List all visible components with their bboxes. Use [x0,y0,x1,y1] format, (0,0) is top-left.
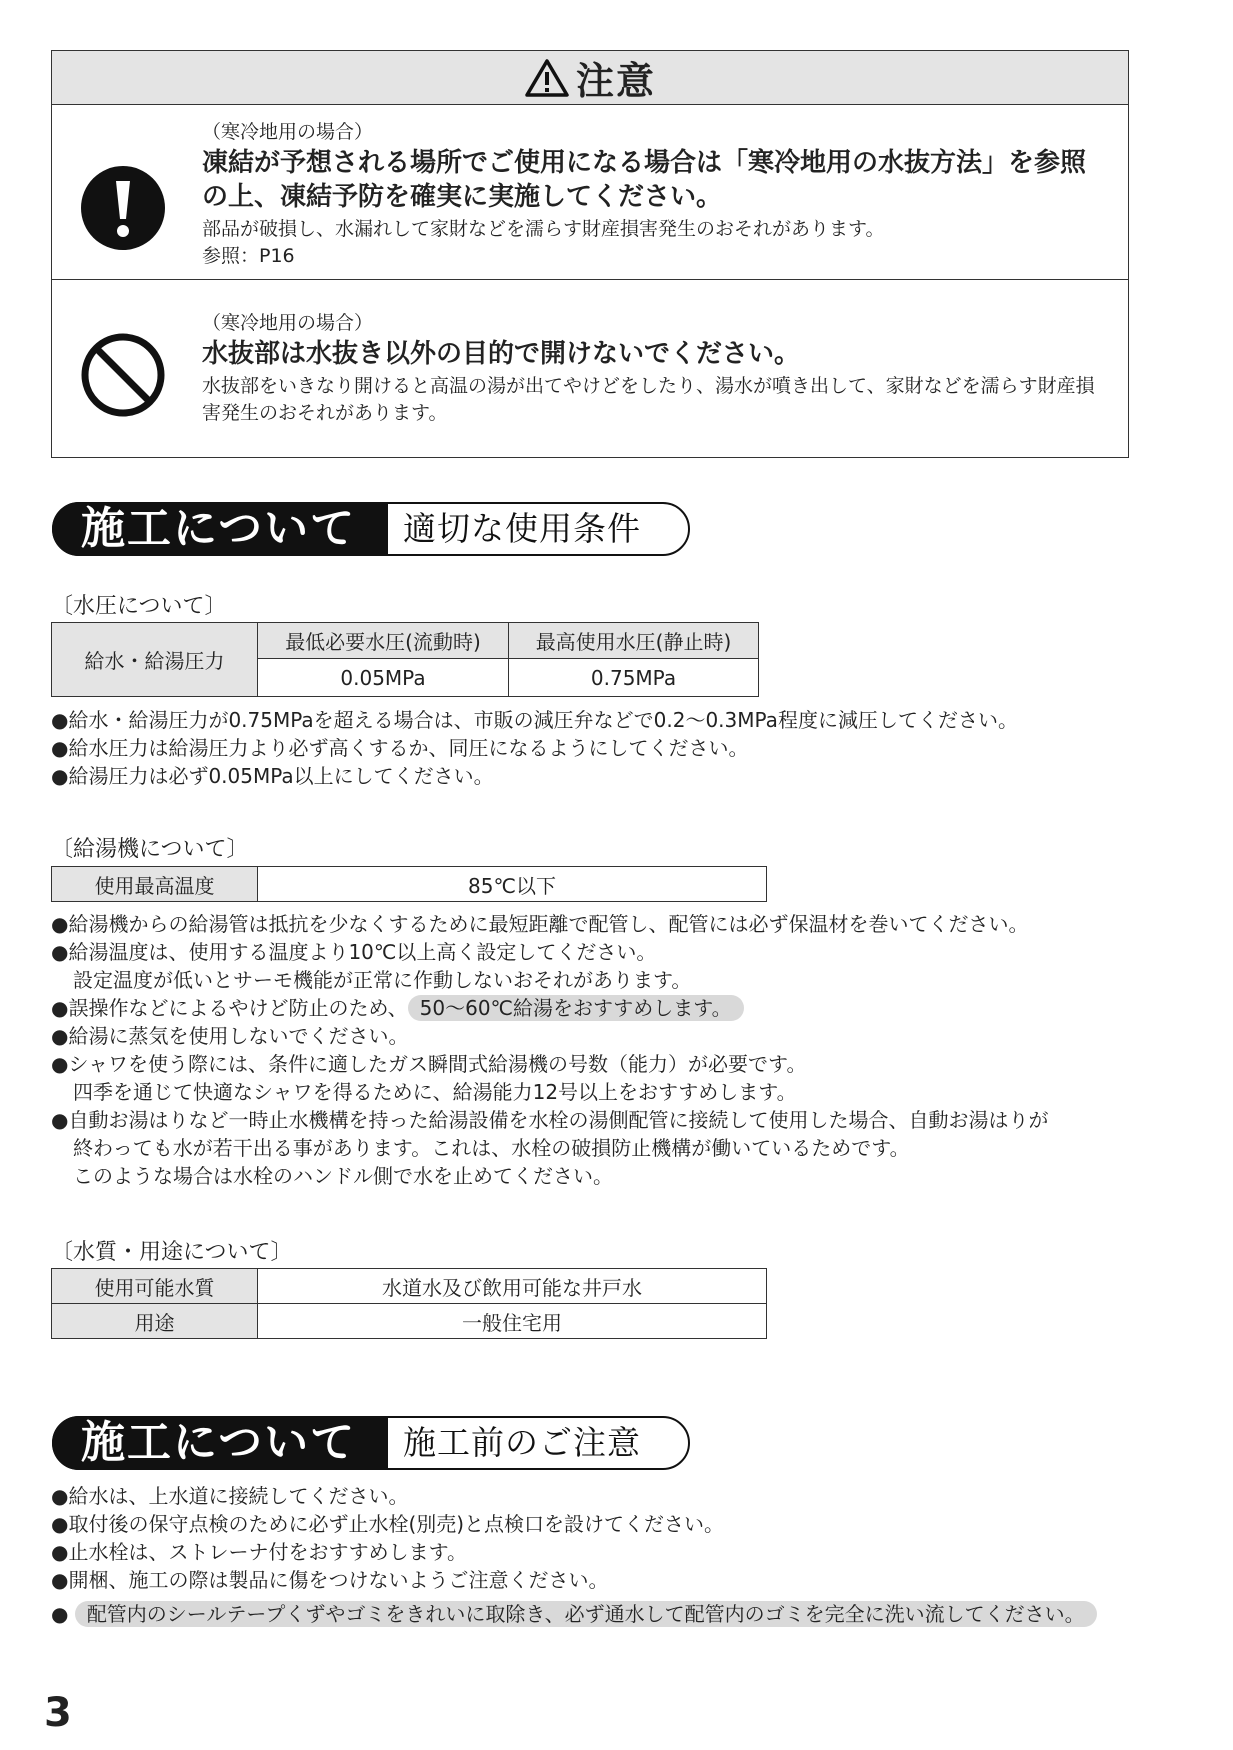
heater-note: ●シャワを使う際には、条件に適したガス瞬間式給湯機の号数（能力）が必要です。 [51,1052,807,1076]
bullet-mark: ● [51,1602,69,1626]
caution-note: （寒冷地用の場合） [202,121,374,143]
heater-note: ●給湯機からの給湯管は抵抗を少なくするために最短距離で配管し、配管には必ず保温材を巻いてください。 [51,912,1029,936]
caution-body: 水抜部をいきなり開けると高温の湯が出てやけどをしたり、湯水が噴き出して、家財などを濡らす財産損害発生のおそれがあります。 [202,375,1095,424]
precaution-note [51,1600,1097,1628]
section-subtitle: 施工前のご注意 [403,1423,641,1462]
heater-note-continued: 終わっても水が若干出る事があります。これは、水栓の破損防止機構が働いているためです。 [73,1136,910,1160]
heater-note-continued: 設定温度が低いとサーモ機能が正常に作動しないおそれがあります。 [73,968,692,992]
quality-heading: 〔水質・用途について〕 [51,1240,293,1265]
precaution-notes [51,1482,1097,1628]
pressure-min-value: 0.05MPa [258,659,509,697]
usage-value: 一般住宅用 [258,1304,767,1339]
quality-value: 水道水及び飲用可能な井戸水 [258,1269,767,1304]
caution-body: 部品が破損し、水漏れして家財などを濡らす財産損害発生のおそれがあります。 [202,218,885,240]
caution-note: （寒冷地用の場合） [202,312,374,334]
heater-note: ●自動お湯はりなど一時止水機構を持った給湯設備を水栓の湯側配管に接続して使用した場合、自動お湯はりが [51,1108,1049,1132]
caution-row-mandatory [52,105,1128,280]
pressure-note: ●給湯圧力は必ず0.05MPa以上にしてください。 [51,764,494,788]
precaution-note: ●給水は、上水道に接続してください。 [51,1484,409,1508]
pressure-notes [51,706,1018,790]
caution-title: 注意 [575,59,656,103]
heater-note-text: ●誤操作などによるやけど防止のため、 [51,996,408,1020]
heater-note: ●給湯に蒸気を使用しないでください。 [51,1024,409,1048]
mandatory-exclamation-icon [80,165,166,251]
page-number: 3 [44,1690,72,1736]
caution-lead: 凍結が予想される場所でご使用になる場合は「寒冷地用の水抜方法」を参照の上、凍結予防を確実に実施してください。 [202,148,1087,212]
section-subtitle: 適切な使用条件 [403,509,641,548]
warning-triangle-icon [524,58,570,98]
precaution-note: ●止水栓は、ストレーナ付をおすすめします。 [51,1540,468,1564]
heater-note: ●給湯温度は、使用する温度より10℃以上高く設定してください。 [51,940,657,964]
pressure-heading: 〔水圧について〕 [51,594,227,619]
highlighted-precaution: 配管内のシールテープくずやゴミをきれいに取除き、必ず通水して配管内のゴミを完全に洗い流してください。 [75,1601,1097,1627]
pressure-table [51,622,759,697]
caution-reference: 参照：P16 [202,245,295,267]
heater-heading: 〔給湯機について〕 [51,837,249,862]
caution-row-text [202,119,1098,270]
section-header-precautions [51,1415,691,1471]
caution-lead: 水抜部は水抜き以外の目的で開けないでください。 [202,339,801,369]
heater-temp-label: 使用最高温度 [52,867,258,902]
precaution-note: ●開梱、施工の際は製品に傷をつけないようご注意ください。 [51,1568,609,1592]
section-title: 施工について [81,1417,357,1468]
pressure-note: ●給水圧力は給湯圧力より必ず高くするか、同圧になるようにしてください。 [51,736,749,760]
quality-table [51,1268,767,1339]
caution-row-prohibited [52,280,1128,456]
pressure-row-label: 給水・給湯圧力 [52,623,258,697]
pressure-col-max: 最高使用水圧(静止時) [509,623,759,659]
heater-notes [51,910,1048,1190]
pressure-max-value: 0.75MPa [509,659,759,697]
highlighted-recommendation: 50〜60℃給湯をおすすめします。 [408,995,744,1021]
quality-label: 使用可能水質 [52,1269,258,1304]
caution-box [51,50,1129,458]
caution-row-text [202,310,1098,427]
pressure-col-min: 最低必要水圧(流動時) [258,623,509,659]
pressure-note: ●給水・給湯圧力が0.75MPaを超える場合は、市販の減圧弁などで0.2〜0.3MPa程度に減圧してください。 [51,708,1018,732]
heater-note [51,994,1048,1022]
section-header-conditions [51,501,691,557]
caution-header [52,51,1128,105]
heater-note-continued: このような場合は水栓のハンドル側で水を止めてください。 [73,1164,613,1188]
usage-label: 用途 [52,1304,258,1339]
prohibition-icon [80,332,166,418]
section-title: 施工について [81,503,357,554]
heater-note-continued: 四季を通じて快適なシャワを得るために、給湯能力12号以上をおすすめします。 [73,1080,797,1104]
precaution-note: ●取付後の保守点検のために必ず止水栓(別売)と点検口を設けてください。 [51,1512,725,1536]
heater-temp-value: 85℃以下 [258,867,767,902]
heater-table [51,866,767,902]
